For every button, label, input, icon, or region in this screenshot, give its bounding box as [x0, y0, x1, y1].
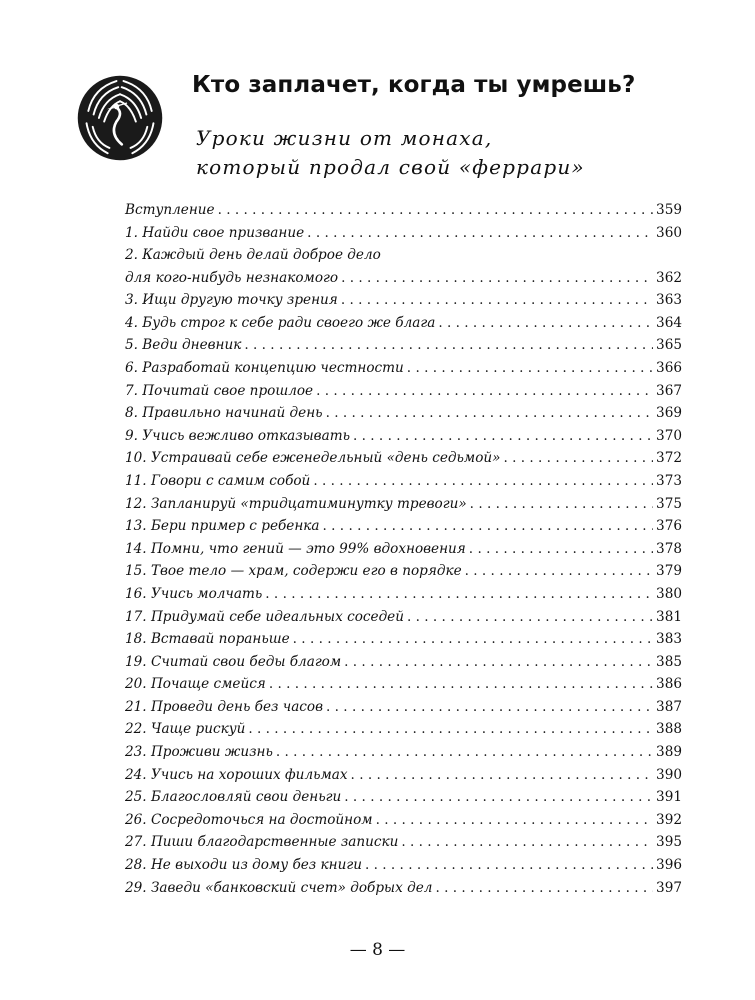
toc-entry[interactable]: 16. Учись молчать . . . 380 [125, 583, 682, 606]
toc-entry[interactable]: 25. Благословляй свои деньги . . . 391 [125, 786, 682, 809]
toc-entry[interactable]: 23. Проживи жизнь . . . 389 [125, 741, 682, 764]
page-number: — 8 — [349, 940, 406, 960]
toc-entry[interactable]: 7. Почитай свое прошлое . . . 367 [125, 380, 682, 403]
toc-entry[interactable]: 20. Почаще смейся . . . 386 [125, 673, 682, 696]
subtitle-line-2: который продал свой «феррари» [196, 155, 585, 179]
toc-entry[interactable]: 12. Запланируй «тридцатиминутку тревоги» . . . 375 [125, 493, 682, 516]
toc-entry[interactable]: 17. Придумай себе идеальных соседей . . . 381 [125, 606, 682, 629]
toc-entry[interactable]: 6. Разработай концепцию честности . . . 366 [125, 357, 682, 380]
toc-entry[interactable]: 9. Учись вежливо отказывать . . . 370 [125, 425, 682, 448]
toc-entry[interactable]: 21. Проведи день без часов . . . 387 [125, 696, 682, 719]
toc-entry[interactable]: 11. Говори с самим собой . . . 373 [125, 470, 682, 493]
toc-entry[interactable]: 8. Правильно начинай день . . . 369 [125, 402, 682, 425]
toc-entry[interactable]: 13. Бери пример с ребенка . . . 376 [125, 515, 682, 538]
subtitle-line-1: Уроки жизни от монаха, [196, 126, 493, 150]
toc-entry[interactable]: 18. Вставай пораньше . . . 383 [125, 628, 682, 651]
toc-entry[interactable]: 14. Помни, что гений — это 99% вдохновения . . . 378 [125, 538, 682, 561]
table-of-contents [125, 199, 682, 899]
toc-entry[interactable]: 10. Устраивай себе еженедельный «день седьмой» . . . 372 [125, 447, 682, 470]
toc-entry[interactable]: 29. Заведи «банковский счет» добрых дел . . . 397 [125, 877, 682, 900]
toc-entry[interactable]: 1. Найди свое призвание . . . 360 [125, 222, 682, 245]
toc-entry[interactable]: 5. Веди дневник . . . 365 [125, 334, 682, 357]
toc-entry[interactable]: 22. Чаще рискуй . . . 388 [125, 718, 682, 741]
toc-entry[interactable]: 24. Учись на хороших фильмах . . . 390 [125, 764, 682, 787]
toc-entry[interactable]: 19. Считай свои беды благом . . . 385 [125, 651, 682, 674]
toc-entry[interactable]: 4. Будь строг к себе ради своего же блага . . . 364 [125, 312, 682, 335]
toc-entry[interactable]: 15. Твое тело — храм, содержи его в порядке . . . 379 [125, 560, 682, 583]
toc-entry[interactable]: 3. Ищи другую точку зрения . . . 363 [125, 289, 682, 312]
book-subtitle [196, 124, 585, 182]
toc-entry[interactable]: 28. Не выходи из дому без книги . . . 396 [125, 854, 682, 877]
book-title: Кто заплачет, когда ты умрешь? [192, 72, 636, 98]
toc-entry[interactable]: 26. Сосредоточься на достойном . . . 392 [125, 809, 682, 832]
toc-entry[interactable]: 27. Пиши благодарственные записки . . . 395 [125, 831, 682, 854]
toc-entry[interactable]: 2. Каждый день делай доброе дело для кого-нибудь незнакомого . . . 362 [125, 244, 682, 289]
toc-entry[interactable]: Вступление . . . 359 [125, 199, 682, 222]
crane-emblem-icon [76, 74, 164, 162]
